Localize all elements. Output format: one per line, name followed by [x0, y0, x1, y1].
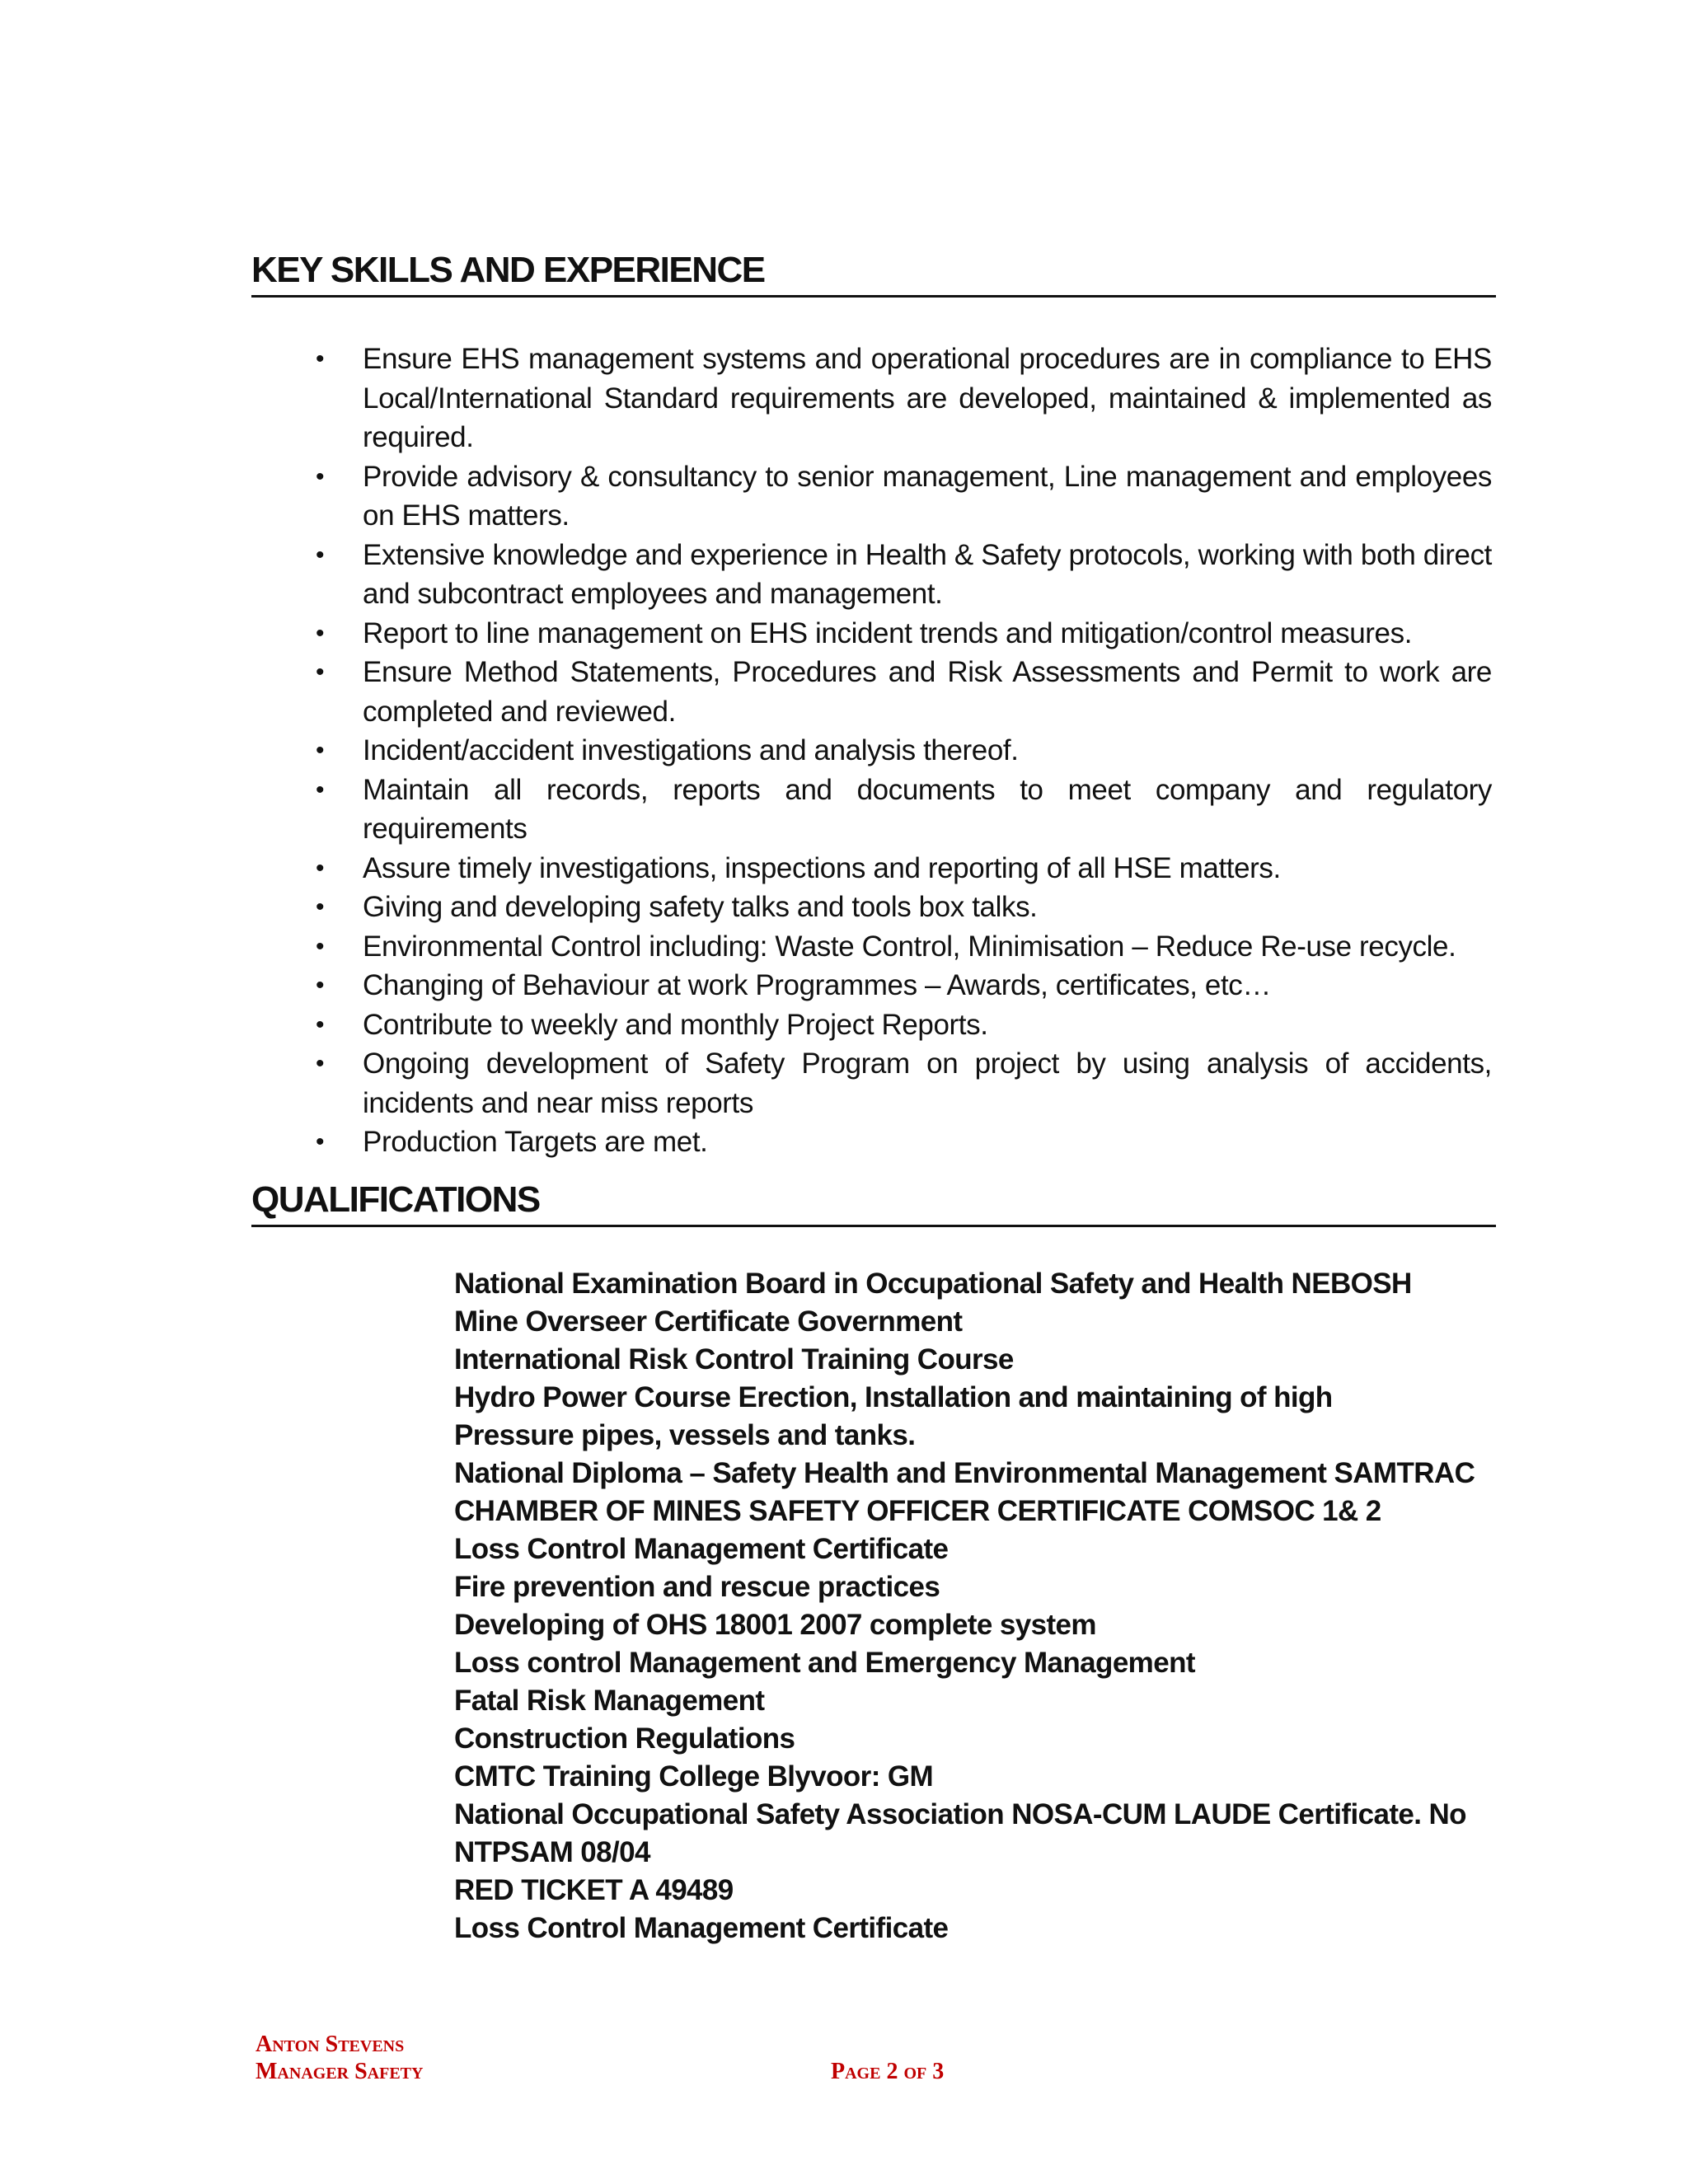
skill-list-item: [309, 457, 1492, 536]
bullet-icon: •: [316, 1050, 325, 1077]
footer-author-name: Anton Stevens: [256, 2032, 405, 2057]
qualification-line: Fatal Risk Management: [454, 1685, 765, 1717]
qualification-line: National Occupational Safety Association NOSA-CUM LAUDE Certificate. No: [454, 1798, 1466, 1830]
skill-list-item: [309, 536, 1492, 614]
skill-list-item: [309, 340, 1492, 457]
bullet-icon: •: [316, 658, 325, 686]
skill-text: Contribute to weekly and monthly Project Reports.: [363, 1008, 988, 1041]
qualification-line: Construction Regulations: [454, 1722, 795, 1755]
skill-list-item: [309, 849, 1492, 888]
bullet-icon: •: [316, 854, 325, 882]
skill-text: Production Targets are met.: [363, 1126, 708, 1158]
skill-text: Environmental Control including: Waste Control, Minimisation – Reduce Re-use recycle.: [363, 930, 1456, 963]
qualification-line: Mine Overseer Certificate Government: [454, 1305, 963, 1338]
bullet-icon: •: [316, 737, 325, 764]
qualification-line: Pressure pipes, vessels and tanks.: [454, 1419, 916, 1451]
footer-author-role: Manager Safety: [256, 2059, 424, 2084]
bullet-icon: •: [316, 776, 325, 804]
qualification-line: Fire prevention and rescue practices: [454, 1571, 940, 1603]
skill-list-item: [309, 1005, 1492, 1045]
bullet-icon: •: [316, 972, 325, 999]
bullet-icon: •: [316, 462, 325, 490]
qualification-line: CMTC Training College Blyvoor: GM: [454, 1760, 934, 1793]
skill-text: Assure timely investigations, inspections and reporting of all HSE matters.: [363, 851, 1281, 884]
skill-text: Giving and developing safety talks and tools box talks.: [363, 891, 1038, 923]
footer-page-number: Page 2 of 3: [831, 2059, 945, 2084]
qualifications-list: [454, 1265, 1501, 1947]
skill-text: Ongoing development of Safety Program on project by using analysis of accidents, incidents and near miss reports: [363, 1047, 1492, 1119]
bullet-icon: •: [316, 1010, 325, 1038]
skill-text: Provide advisory & consultancy to senior management, Line management and employees on EHS matters.: [363, 460, 1492, 532]
skill-list-item: [309, 653, 1492, 731]
qualification-line: Loss control Management and Emergency Management: [454, 1647, 1195, 1679]
qualification-line: Loss Control Management Certificate: [454, 1533, 949, 1565]
skill-list-item: [309, 966, 1492, 1005]
skill-list-item: [309, 888, 1492, 927]
qualification-line: Loss Control Management Certificate: [454, 1912, 949, 1944]
skill-text: Ensure EHS management systems and operational procedures are in compliance to EHS Local/International Standard requirements are developed, maintained & implemented as required.: [363, 343, 1492, 453]
qualification-line: RED TICKET A 49489: [454, 1874, 734, 1906]
skill-list-item: [309, 927, 1492, 967]
skill-text: Extensive knowledge and experience in Health & Safety protocols, working with both direct and subcontract employees and management.: [363, 538, 1492, 610]
bullet-icon: •: [316, 1128, 325, 1155]
bullet-icon: •: [316, 932, 325, 960]
skill-list-item: [309, 771, 1492, 849]
bullet-icon: •: [316, 345, 325, 373]
skill-list-item: [309, 731, 1492, 771]
bullet-icon: •: [316, 619, 325, 647]
skill-text: Incident/accident investigations and analysis thereof.: [363, 734, 1019, 766]
qualification-line: CHAMBER OF MINES SAFETY OFFICER CERTIFICATE COMSOC 1& 2: [454, 1495, 1381, 1527]
skill-list-item: [309, 1122, 1492, 1162]
skills-list: [309, 340, 1492, 1162]
qualification-line: NTPSAM 08/04: [454, 1836, 650, 1868]
skill-list-item: [309, 614, 1492, 654]
bullet-icon: •: [316, 893, 325, 921]
qualification-line: National Examination Board in Occupational Safety and Health NEBOSH: [454, 1268, 1412, 1300]
qualification-line: National Diploma – Safety Health and Environmental Management SAMTRAC: [454, 1457, 1475, 1489]
skill-text: Ensure Method Statements, Procedures and Risk Assessments and Permit to work are completed and reviewed.: [363, 656, 1492, 728]
skills-heading: KEY SKILLS AND EXPERIENCE: [251, 246, 1496, 298]
qualification-line: Hydro Power Course Erection, Installation and maintaining of high: [454, 1381, 1333, 1413]
bullet-icon: •: [316, 541, 325, 569]
qualification-line: International Risk Control Training Course: [454, 1343, 1014, 1376]
skill-list-item: [309, 1044, 1492, 1122]
qualification-line: Developing of OHS 18001 2007 complete system: [454, 1609, 1096, 1641]
skill-text: Changing of Behaviour at work Programmes – Awards, certificates, etc…: [363, 969, 1271, 1001]
qualifications-heading: QUALIFICATIONS: [251, 1175, 1496, 1227]
skill-text: Report to line management on EHS incident trends and mitigation/control measures.: [363, 616, 1413, 649]
skill-text: Maintain all records, reports and documents to meet company and regulatory requirements: [363, 773, 1492, 845]
